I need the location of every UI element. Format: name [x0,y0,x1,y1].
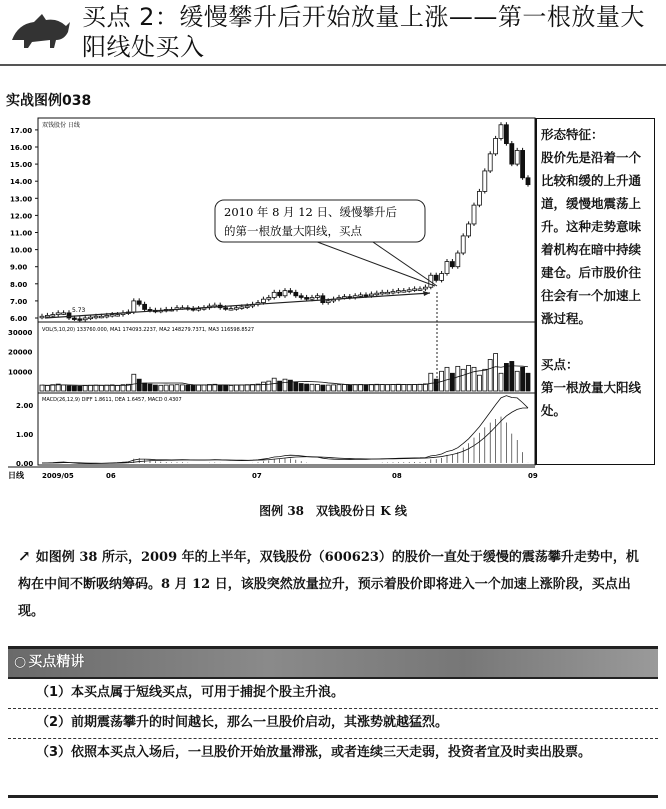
list-item: （2）前期震荡攀升的时间越长，那么一旦股价启动，其涨势就越猛烈。 [36,715,449,730]
volume-bar [143,383,147,391]
trend-arrow [45,293,430,318]
volume-bar [499,373,503,391]
candle [467,224,471,236]
candle [83,318,87,320]
candle [67,313,71,318]
annotation-line1: 2010 年 8 月 12 日、缓慢攀升后 [224,205,397,219]
candle [326,301,330,303]
volume-bar [434,379,438,391]
volume-bar [310,384,314,391]
body-paragraph [18,543,650,625]
volume-label: VOL(5,10,20) 133760.000, MA1 174093.2237, MA2 148279.7371, MA3 116598.8527 [42,327,255,333]
volume-bar [213,384,217,391]
candle [499,125,503,139]
volume-bar [132,374,136,391]
volume-bar [364,385,368,391]
figure-caption: 图例 38 双钱股份日 K 线 [259,504,407,518]
candle [267,297,271,299]
example-label: 实战图例038 [6,93,92,109]
volume-bar [488,359,492,391]
list-item: （3）依照本买点入场后，一旦股价开始放量滞涨，或者连续三天走弱，投资者宜及时卖出股票。 [36,745,592,760]
candle [369,294,373,296]
volume-bar [526,373,530,391]
section-header [8,646,658,679]
volume-bar [72,386,76,391]
volume-bar [245,385,249,391]
volume-bar [164,385,168,391]
volume-bar [321,385,325,391]
price-tick-label: 8.00 [10,280,28,289]
dotted-divider [8,738,658,739]
volume-bar [380,384,384,391]
volume-bar [99,385,103,391]
volume-bar [483,369,487,391]
candle [315,296,319,298]
price-tick-label: 9.00 [10,263,28,272]
candle [94,316,98,318]
volume-bar [467,365,471,391]
volume-bar [224,385,228,391]
volume-bar [494,354,498,391]
volume-bar [396,384,400,391]
volume-bar [175,385,179,391]
circle-icon: ○ [14,654,27,670]
paragraph-text: 如图例 38 所示，2009 年的上半年，双钱股份（600623）的股价一直处于缓慢的震荡攀升走势中，机构在中间不断吸纳筹码。8 月 12 日，该股突然放量拉升，预示着股价即将进入一个加速上涨阶段，买点出现。 [18,550,639,619]
volume-bar [251,384,255,391]
candle [461,236,465,253]
candle [488,154,492,171]
volume-bar [461,369,465,391]
volume-bar [391,384,395,391]
candle [51,315,55,317]
price-tick-label: 16.00 [10,144,33,152]
volume-bar [170,385,174,391]
volume-bar [267,381,271,391]
volume-bar [359,384,363,391]
volume-bar [402,384,406,391]
volume-bar [207,384,211,391]
buy-point-heading: 买点： [541,357,579,372]
volume-bar [116,385,120,391]
volume-bar [418,384,422,391]
volume-bar [234,385,238,391]
list-item: （1）本买点属于短线买点，可用于捕捉个股主升浪。 [36,685,345,700]
volume-bar [386,385,390,391]
price-tick-label: 7.00 [10,297,28,306]
candle [418,289,422,291]
price-tick-label: 13.00 [10,195,33,204]
volume-bar [283,379,287,391]
candle [472,205,476,224]
page-title: 买点 2：缓慢攀升后开始放量上涨——第一根放量大阳线处买入 [82,3,645,61]
volume-bar [326,385,330,391]
price-tick-label: 17.00 [10,126,33,135]
volume-bar [429,373,433,391]
x-tick-label: 09 [528,472,538,480]
low-marker: 5.73 [72,307,86,314]
volume-bar [159,385,163,391]
x-tick-label: 2009/05 [42,472,74,480]
volume-bar [348,385,352,391]
macd-label: MACD(26,12,9) DIFF 1.8611, DEA 1.6457, MACD 0.4307 [42,397,182,403]
pattern-features-box [535,118,655,465]
candle [40,316,44,318]
candle [407,290,411,292]
volume-bar [229,385,233,391]
candle [72,318,76,320]
candle [440,274,444,281]
volume-bar [521,367,525,391]
volume-bar [202,385,206,391]
candle [240,307,244,309]
candle [510,144,514,165]
macd-tick-label: 0.00 [16,460,34,468]
features-heading: 形态特征： [541,127,604,142]
volume-bar [137,379,141,391]
volume-bar [272,378,276,391]
callout-pointer [370,240,437,286]
price-tick-label: 15.00 [10,161,33,170]
volume-bar [261,382,265,391]
candle [234,308,238,310]
candle [434,275,438,280]
candle [483,171,487,192]
volume-bar [332,385,336,391]
candle [288,291,292,293]
x-tick-label: 07 [252,472,262,480]
candle [283,291,287,296]
volume-bar [78,386,82,391]
candle [521,150,525,177]
price-tick-label: 12.00 [10,212,33,221]
candle [62,313,66,315]
volume-bar [51,385,55,391]
volume-bar [375,384,379,391]
candle [89,317,93,319]
candle [245,306,249,308]
price-tick-label: 11.00 [10,229,33,238]
candle [132,301,136,312]
candle [116,315,120,317]
volume-tick-label: 30000 [8,328,33,337]
candle [375,293,379,295]
candle [456,253,460,267]
volume-bar [186,385,190,391]
candle [294,292,298,295]
volume-bar [299,384,303,391]
volume-bar [240,385,244,391]
candle [197,309,201,311]
candle [99,316,103,318]
volume-bar [450,373,454,391]
volume-ma-line [42,366,528,386]
candle [477,191,481,205]
volume-bar [89,385,93,391]
macd-tick-label: 1.00 [16,431,34,439]
volume-bar [294,382,298,391]
candle [56,313,60,315]
macd-dea-line [42,408,528,463]
volume-bar [369,384,373,391]
volume-bar [477,375,481,391]
candle [380,292,384,294]
dotted-divider [8,708,658,709]
macd-tick-label: 2.00 [16,402,34,410]
candle [305,297,309,299]
candle [494,138,498,153]
candle [391,291,395,293]
volume-bar [315,384,319,391]
x-tick-label: 06 [106,472,116,480]
callout-pointer [312,240,435,286]
candle [137,301,141,304]
candle [278,292,282,295]
volume-bar [105,385,109,391]
volume-tick-label: 10000 [8,368,33,377]
volume-bar [305,384,309,391]
volume-bar [197,385,201,391]
spacer [541,330,650,353]
candle [504,125,508,144]
volume-bar [148,384,152,391]
volume-bar [62,385,66,391]
volume-bar [456,366,460,391]
volume-bar [472,367,476,391]
volume-bar [407,385,411,391]
candle [229,309,233,311]
candle [515,150,519,164]
candle [413,289,417,291]
candle [272,292,276,297]
volume-bar [94,385,98,391]
period-label: 日线 [8,471,24,480]
candle [143,304,147,309]
volume-tick-label: 20000 [8,348,33,357]
section-title: 买点精讲 [28,654,85,670]
annotation-line2: 的第一根放量大阳线，买点 [224,224,362,238]
volume-bar [191,385,195,391]
divider [8,795,658,798]
candle [423,287,427,289]
candle [364,295,368,297]
x-tick-label: 08 [392,472,402,480]
candle [445,262,449,274]
candle [78,319,82,321]
candle [45,315,49,317]
volume-bar [218,385,222,391]
candle [261,299,265,302]
candle [224,308,228,310]
volume-bar [353,385,357,391]
volume-bar [342,384,346,391]
volume-bar [413,384,417,391]
candle [310,297,314,299]
candle [105,315,109,317]
arrow-icon: ↗ [18,547,36,565]
volume-bar [504,363,508,391]
candle [526,178,530,185]
candle [359,295,363,297]
candle [110,315,114,317]
candle [402,291,406,293]
buy-point-body: 第一根放量大阳线处。 [541,380,642,418]
volume-bar [515,371,519,391]
trend-arrow-head [423,291,430,296]
candle [321,296,325,303]
chart-title: 双钱股份 日线 [42,122,80,129]
candle [299,296,303,298]
volume-bar [423,384,427,391]
price-tick-label: 14.00 [10,178,33,187]
volume-bar [337,385,341,391]
volume-bar [153,385,157,391]
volume-bar [83,385,87,391]
volume-bar [180,385,184,391]
volume-bar [45,385,49,391]
candle [386,292,390,294]
features-body: 股价先是沿着一个比较和缓的上升通道，缓慢地震荡上升。这种走势意味着机构在暗中持续建仓。后市股价往往会有一个加速上涨过程。 [541,150,642,326]
price-tick-label: 6.00 [10,315,28,323]
candle [396,291,400,293]
candle [450,262,454,267]
volume-bar [67,386,71,391]
volume-bar [40,385,44,391]
price-tick-label: 10.00 [10,246,33,255]
